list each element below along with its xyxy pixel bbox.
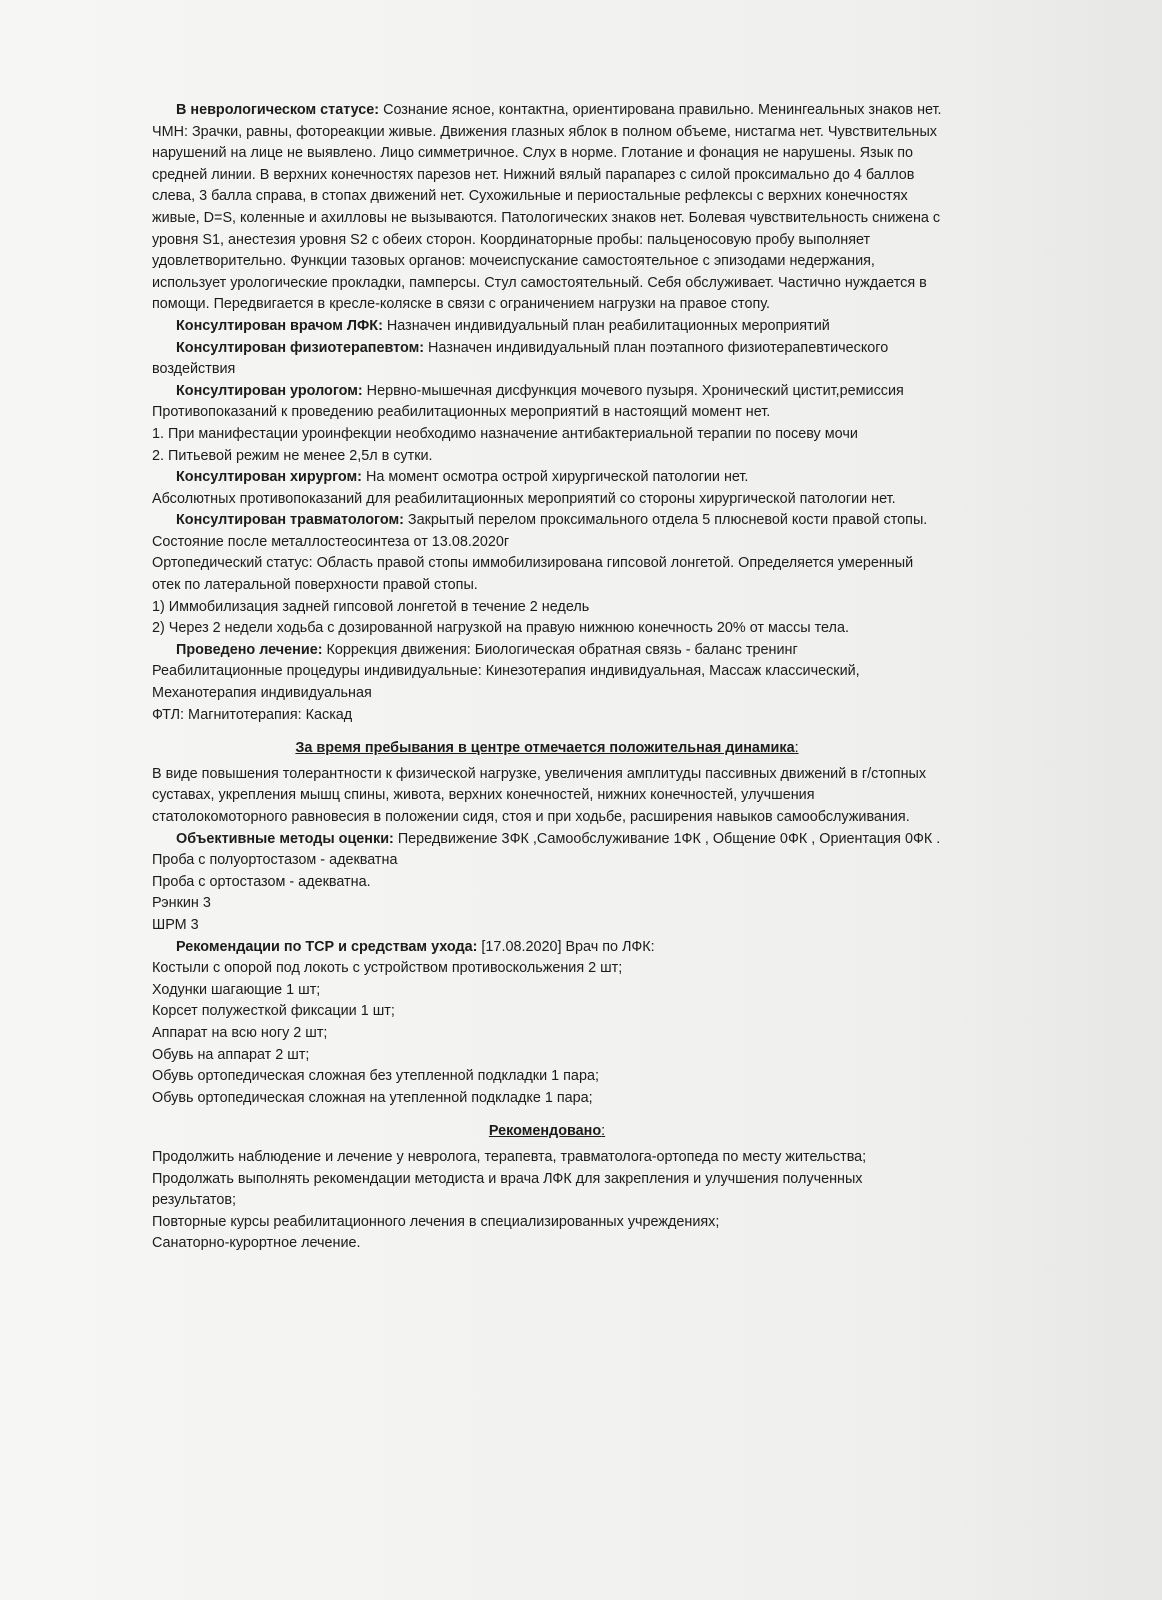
- recommended-heading: [152, 1121, 942, 1143]
- lfk-consult-text: Назначен индивидуальный план реабилитационных мероприятий: [382, 317, 830, 334]
- treatment-text: Коррекция движения: Биологическая обратная связь - баланс тренинг: [322, 641, 798, 658]
- neuro-status-label: В неврологическом статусе:: [176, 102, 380, 118]
- trauma-consult-paragraph: [152, 510, 942, 553]
- trauma-line-1: Ортопедический статус: Область правой стопы иммобилизирована гипсовой лонгетой. Определяется умеренный отек по латеральной поверхности правой стопы.: [152, 555, 914, 594]
- dynamics-text: В виде повышения толерантности к физической нагрузке, увеличения амплитуды пассивных движений в г/стопных суставах, укрепления мышц спины, живота, верхних конечностей, нижних конечностей, улучшения статолокомоторного равновесия в положении сидя, стоя и при ходьбе, расширения навыков самообслуживания.: [152, 765, 927, 825]
- recommended-item: Продолжить наблюдение и лечение у невролога, терапевта, травматолога-ортопеда по месту жительства;: [152, 1148, 867, 1165]
- recommended-item: Санаторно-курортное лечение.: [152, 1235, 361, 1252]
- tsr-item: Обувь на аппарат 2 шт;: [152, 1046, 310, 1063]
- neuro-status-paragraph: [152, 100, 942, 316]
- uro-line-2: 1. При манифестации уроинфекции необходимо назначение антибактериальной терапии по посеву мочи: [152, 425, 858, 442]
- lfk-consult-label: Консултирован врачом ЛФК:: [176, 317, 383, 334]
- tsr-item: Аппарат на всю ногу 2 шт;: [152, 1024, 328, 1041]
- recommended-heading-text: Рекомендовано: [488, 1123, 602, 1140]
- neuro-status-text: Сознание ясное, контактна, ориентирована правильно. Менингеальных знаков нет. ЧМН: Зрачки, равны, фотореакции живые. Движения глазных яблок в полном объеме, нистагма нет. Чувствительных нарушений на лице не выявлено. Лицо симметричное. Слух в норме. Глотание и фонация не нарушены. Язык по средней линии. В верхних конечностях парезов нет. Нижний вялый парапарез с силой проксимально до 4 баллов слева, 3 балла справа, в стопах движений нет. Сухожильные и периостальные рефлексы с верхних конечностях живые, D=S, коленные и ахилловы не вызываются. Патологических знаков нет. Болевая чувствительность снижена с уровня S1, анестезия уровня S2 с обеих сторон. Координаторные пробы: пальценосовую пробу выполняет удовлетворительно. Функции тазовых органов: мочеиспускание самостоятельное с эпизодами недержания, использует урологические прокладки, памперсы. Стул самостоятельный. Себя обслуживает. Частично нуждается в помощи. Передвигается в кресле-коляске в связи с ограничением нагрузки на правое стопу.: [152, 102, 942, 313]
- objective-paragraph: [152, 829, 942, 851]
- scan-shadow: [942, 0, 1162, 1600]
- tsr-item: Обувь ортопедическая сложная на утепленной подкладке 1 пара;: [152, 1089, 593, 1106]
- treatment-line-1: Реабилитационные процедуры индивидуальные: Кинезотерапия индивидуальная, Массаж классический, Механотерапия индивидуальная: [152, 663, 860, 702]
- surgeon-consult-text: На момент осмотра острой хирургической патологии нет.: [361, 469, 749, 486]
- tsr-text: [17.08.2020] Врач по ЛФК:: [477, 938, 655, 955]
- recommended-heading-colon: :: [601, 1123, 606, 1140]
- treatment-paragraph: [152, 640, 942, 662]
- uro-line-1: Противопоказаний к проведению реабилитационных мероприятий в настоящий момент нет.: [152, 404, 771, 421]
- tsr-item: Обувь ортопедическая сложная без утепленной подкладки 1 пара;: [152, 1068, 599, 1085]
- uro-consult-label: Консултирован урологом:: [176, 382, 363, 399]
- trauma-consult-text: Закрытый перелом проксимального отдела 5 плюсневой кости правой стопы. Состояние после металлостеосинтеза от 13.08.2020г: [152, 512, 928, 550]
- treatment-label: Проведено лечение:: [176, 641, 323, 658]
- physio-consult-text: Назначен индивидуальный план поэтапного физиотерапевтического воздействия: [152, 339, 889, 378]
- lfk-consult-paragraph: [152, 316, 942, 338]
- surgeon-consult-label: Консултирован хирургом:: [176, 469, 362, 486]
- recommended-item: Повторные курсы реабилитационного лечения в специализированных учреждениях;: [152, 1213, 720, 1230]
- surgeon-consult-paragraph: [152, 467, 942, 489]
- surgeon-line-1: Абсолютных противопоказаний для реабилитационных мероприятий со стороны хирургической патологии нет.: [152, 490, 896, 507]
- physio-consult-paragraph: [152, 338, 942, 381]
- trauma-consult-label: Консултирован травматологом:: [176, 512, 404, 529]
- uro-consult-paragraph: [152, 381, 942, 403]
- dynamics-heading-text: За время пребывания в центре отмечается положительная динамика: [295, 740, 795, 757]
- document-body: [152, 100, 942, 1255]
- objective-text: Передвижение 3ФК ,Самообслуживание 1ФК , Общение 0ФК , Ориентация 0ФК .: [393, 830, 941, 847]
- tsr-label: Рекомендации по ТСР и средствам ухода:: [176, 938, 478, 955]
- dynamics-heading-colon: :: [794, 740, 799, 757]
- dynamics-heading: [152, 738, 942, 760]
- tsr-paragraph: [152, 937, 942, 959]
- tsr-item: Корсет полужесткой фиксации 1 шт;: [152, 1003, 395, 1020]
- tsr-item: Костыли с опорой под локоть с устройством противоскольжения 2 шт;: [152, 960, 623, 977]
- objective-line-3: Рэнкин 3: [152, 895, 211, 912]
- trauma-line-2: 1) Иммобилизация задней гипсовой лонгетой в течение 2 недель: [152, 598, 590, 615]
- recommended-item: Продолжать выполнять рекомендации методиста и врача ЛФК для закрепления и улучшения полученных результатов;: [152, 1170, 863, 1209]
- uro-line-3: 2. Питьевой режим не менее 2,5л в сутки.: [152, 447, 433, 464]
- uro-consult-text: Нервно-мышечная дисфункция мочевого пузыря. Хронический цистит,ремиссия: [362, 382, 904, 399]
- treatment-line-2: ФТЛ: Магнитотерапия: Каскад: [152, 706, 353, 723]
- objective-line-1: Проба с полуортостазом - адекватна: [152, 852, 398, 869]
- tsr-item: Ходунки шагающие 1 шт;: [152, 981, 321, 998]
- objective-line-2: Проба с ортостазом - адекватна.: [152, 873, 371, 890]
- trauma-line-3: 2) Через 2 недели ходьба с дозированной нагрузкой на правую нижнюю конечность 20% от массы тела.: [152, 620, 849, 637]
- physio-consult-label: Консултирован физиотерапевтом:: [176, 339, 425, 356]
- objective-label: Объективные методы оценки:: [176, 830, 394, 847]
- objective-line-4: ШРМ 3: [152, 916, 199, 933]
